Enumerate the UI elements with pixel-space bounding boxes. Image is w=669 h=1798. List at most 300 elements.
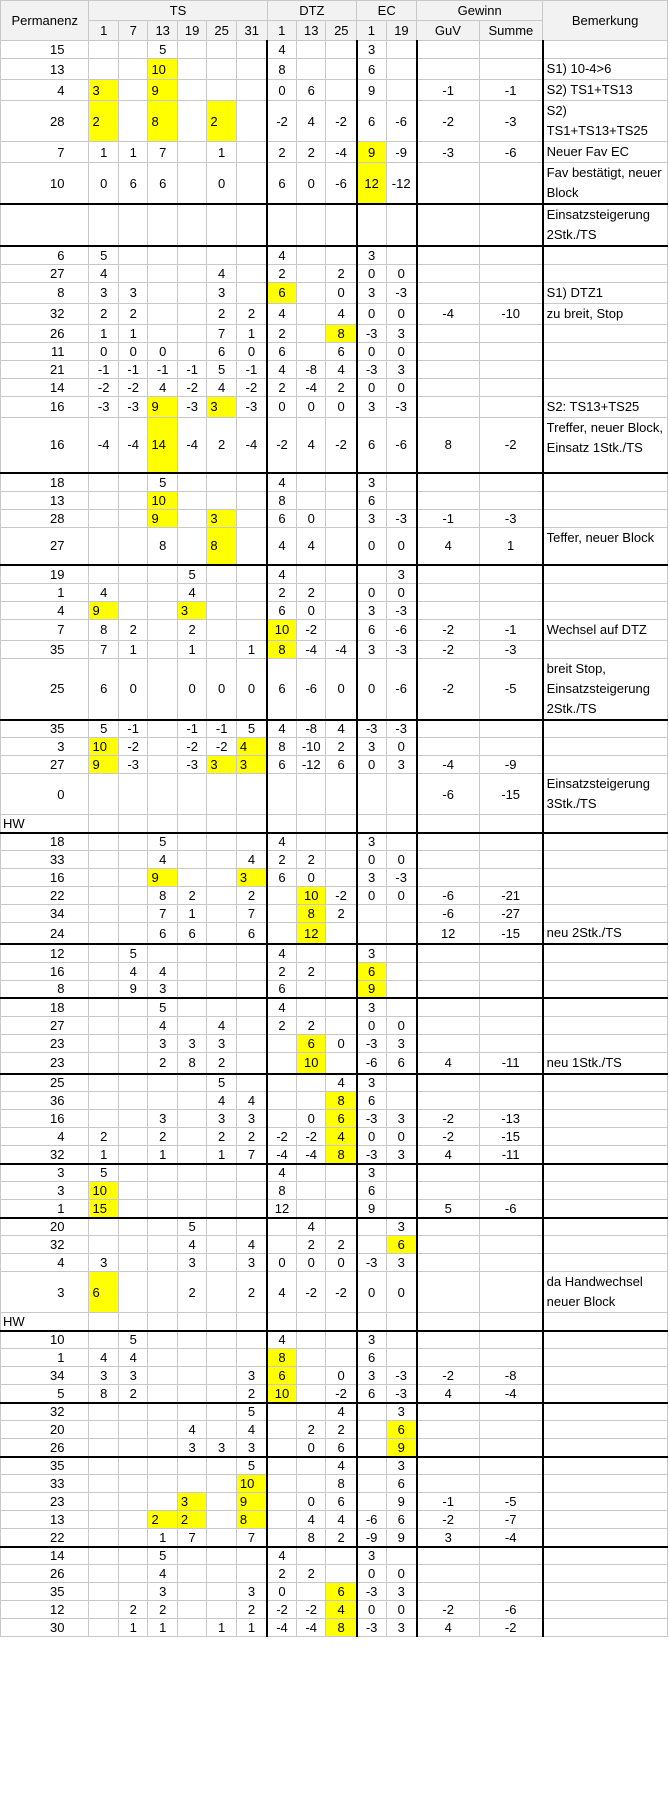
- permanenz-cell: 3: [1, 1164, 89, 1182]
- table-row: [1, 1511, 668, 1529]
- ts-cell: [207, 905, 236, 923]
- ec-cell: [357, 774, 386, 815]
- ec-cell: 3: [386, 1146, 417, 1164]
- ts-cell: [148, 565, 177, 583]
- ts-cell: 3: [207, 282, 236, 303]
- permanenz-cell: 16: [1, 417, 89, 473]
- ts-cell: [118, 1200, 147, 1218]
- ts-cell: [148, 1367, 177, 1385]
- table-row: [1, 204, 668, 246]
- ts-cell: [89, 41, 118, 59]
- dtz-cell: [326, 204, 357, 246]
- dtz-cell: [326, 998, 357, 1016]
- ts-cell: 4: [236, 1092, 267, 1110]
- ts-cell: 10: [89, 1182, 118, 1200]
- guv-cell: -2: [417, 619, 479, 640]
- ts-cell: [148, 1092, 177, 1110]
- permanenz-cell: 19: [1, 565, 89, 583]
- ts-cell: 4: [177, 583, 206, 601]
- dtz-cell: [297, 59, 326, 80]
- bemerkung-cell: [543, 1583, 668, 1601]
- dtz-cell: [297, 944, 326, 962]
- dtz-cell: 8: [326, 1475, 357, 1493]
- guv-cell: 5: [417, 1200, 479, 1218]
- permanenz-cell: 27: [1, 264, 89, 282]
- summe-cell: -11: [479, 1052, 543, 1074]
- permanenz-cell: 3: [1, 1272, 89, 1313]
- ts-cell: 15: [89, 1200, 118, 1218]
- ts-cell: [207, 1565, 236, 1583]
- summe-cell: -1: [479, 619, 543, 640]
- ec-cell: [386, 833, 417, 851]
- ts-cell: [207, 565, 236, 583]
- ts-cell: 4: [177, 1236, 206, 1254]
- ts-cell: 10: [148, 491, 177, 509]
- ts-cell: [89, 1565, 118, 1583]
- ts-cell: 4: [236, 1421, 267, 1439]
- ec-cell: 12: [357, 163, 386, 205]
- dtz-cell: 10: [297, 887, 326, 905]
- table-body: [1, 41, 668, 1637]
- table-row: [1, 142, 668, 163]
- ec-cell: 9: [357, 80, 386, 101]
- header-gewinn: Gewinn: [417, 1, 543, 21]
- ts-cell: -2: [177, 378, 206, 396]
- dtz-cell: 2: [326, 378, 357, 396]
- dtz-cell: [267, 1236, 296, 1254]
- ts-cell: [89, 1236, 118, 1254]
- ts-cell: [118, 1511, 147, 1529]
- ts-cell: [89, 1619, 118, 1637]
- table-row: [1, 163, 668, 205]
- ec-cell: 6: [357, 619, 386, 640]
- dtz-cell: 8: [267, 1349, 296, 1367]
- dtz-cell: [297, 41, 326, 59]
- permanenz-cell: 4: [1, 1128, 89, 1146]
- dtz-cell: 6: [297, 1034, 326, 1052]
- ec-cell: 6: [357, 1349, 386, 1367]
- ts-cell: 4: [148, 378, 177, 396]
- ts-cell: [207, 980, 236, 998]
- ts-cell: [118, 1421, 147, 1439]
- ec-cell: 3: [386, 1403, 417, 1421]
- header-dtz-col: 1: [267, 21, 296, 41]
- ts-cell: -1: [177, 360, 206, 378]
- ec-cell: 0: [386, 1565, 417, 1583]
- ts-cell: [89, 869, 118, 887]
- summe-cell: -13: [479, 1110, 543, 1128]
- dtz-cell: 8: [326, 1619, 357, 1637]
- dtz-cell: [297, 1313, 326, 1331]
- ec-cell: 0: [386, 1128, 417, 1146]
- dtz-cell: [326, 565, 357, 583]
- table-row: [1, 396, 668, 417]
- dtz-cell: [267, 1034, 296, 1052]
- dtz-cell: 4: [267, 1547, 296, 1565]
- ts-cell: [118, 601, 147, 619]
- dtz-cell: -8: [297, 720, 326, 738]
- guv-cell: [417, 282, 479, 303]
- ts-cell: 5: [118, 944, 147, 962]
- summe-cell: -3: [479, 509, 543, 527]
- permanenz-cell: 32: [1, 1146, 89, 1164]
- ts-cell: [177, 473, 206, 491]
- bemerkung-cell: [543, 1074, 668, 1092]
- ts-cell: [236, 1218, 267, 1236]
- ec-cell: 0: [357, 1272, 386, 1313]
- dtz-cell: 8: [267, 640, 296, 658]
- ts-cell: [236, 815, 267, 833]
- ts-cell: 6: [89, 1272, 118, 1313]
- ts-cell: [207, 1236, 236, 1254]
- ts-cell: [118, 565, 147, 583]
- dtz-cell: 8: [326, 324, 357, 342]
- dtz-cell: 2: [326, 264, 357, 282]
- summe-cell: [479, 1034, 543, 1052]
- ts-cell: [177, 869, 206, 887]
- dtz-cell: 4: [267, 720, 296, 738]
- dtz-cell: 4: [267, 303, 296, 324]
- bemerkung-cell: S1) DTZ1: [543, 282, 668, 303]
- dtz-cell: [267, 774, 296, 815]
- ts-cell: [177, 163, 206, 205]
- bemerkung-cell: [543, 1146, 668, 1164]
- ts-cell: [207, 1547, 236, 1565]
- ec-cell: [357, 1236, 386, 1254]
- table-row: [1, 1565, 668, 1583]
- table-row: [1, 851, 668, 869]
- dtz-cell: [297, 998, 326, 1016]
- ts-cell: [207, 80, 236, 101]
- dtz-cell: [297, 1403, 326, 1421]
- ec-cell: [357, 204, 386, 246]
- ec-cell: 3: [357, 1074, 386, 1092]
- guv-cell: -2: [417, 1128, 479, 1146]
- ts-cell: [118, 1583, 147, 1601]
- guv-cell: [417, 1349, 479, 1367]
- table-row: [1, 1457, 668, 1475]
- ts-cell: [207, 1331, 236, 1349]
- ec-cell: [386, 980, 417, 998]
- permanenz-cell: 23: [1, 1034, 89, 1052]
- ts-cell: [236, 1034, 267, 1052]
- ts-cell: -3: [177, 396, 206, 417]
- bemerkung-cell: [543, 1110, 668, 1128]
- bemerkung-cell: [543, 1164, 668, 1182]
- ec-cell: -3: [357, 324, 386, 342]
- guv-cell: [417, 851, 479, 869]
- ec-cell: [357, 815, 386, 833]
- ts-cell: [177, 1182, 206, 1200]
- bemerkung-cell: da Handwechsel neuer Block: [543, 1272, 668, 1313]
- dtz-cell: [326, 1331, 357, 1349]
- table-row: [1, 1034, 668, 1052]
- dtz-cell: -2: [297, 1128, 326, 1146]
- ts-cell: 1: [236, 1619, 267, 1637]
- dtz-cell: [297, 1583, 326, 1601]
- dtz-cell: [297, 1385, 326, 1403]
- ts-cell: [177, 80, 206, 101]
- dtz-cell: 2: [267, 264, 296, 282]
- dtz-cell: 8: [297, 905, 326, 923]
- table-row: [1, 980, 668, 998]
- ts-cell: 2: [207, 1128, 236, 1146]
- ts-cell: 4: [118, 1349, 147, 1367]
- ts-cell: 2: [148, 1601, 177, 1619]
- table-row: [1, 601, 668, 619]
- ec-cell: [386, 491, 417, 509]
- ts-cell: [207, 1367, 236, 1385]
- ts-cell: [89, 944, 118, 962]
- ts-cell: 4: [236, 851, 267, 869]
- summe-cell: [479, 1254, 543, 1272]
- ts-cell: [177, 303, 206, 324]
- permanenz-cell: 27: [1, 1016, 89, 1034]
- ts-cell: [148, 1164, 177, 1182]
- table-row: [1, 640, 668, 658]
- ts-cell: [118, 101, 147, 142]
- table-row-hw: [1, 1313, 668, 1331]
- permanenz-cell: 1: [1, 1200, 89, 1218]
- ec-cell: 0: [386, 527, 417, 565]
- dtz-cell: 0: [326, 1034, 357, 1052]
- dtz-cell: 8: [267, 59, 296, 80]
- header-ec-col: 1: [357, 21, 386, 41]
- ec-cell: -6: [386, 619, 417, 640]
- ts-cell: [118, 1146, 147, 1164]
- guv-cell: [417, 59, 479, 80]
- ts-cell: [118, 1547, 147, 1565]
- summe-cell: 1: [479, 527, 543, 565]
- ts-cell: 4: [148, 1016, 177, 1034]
- bemerkung-cell: Neuer Fav EC: [543, 142, 668, 163]
- summe-cell: [479, 1403, 543, 1421]
- table-row: [1, 944, 668, 962]
- ts-cell: [236, 246, 267, 264]
- ts-cell: 6: [148, 163, 177, 205]
- ts-cell: 4: [89, 264, 118, 282]
- ec-cell: [386, 1200, 417, 1218]
- ec-cell: 0: [386, 264, 417, 282]
- ts-cell: 5: [207, 360, 236, 378]
- ts-cell: [207, 851, 236, 869]
- ts-cell: [148, 1439, 177, 1457]
- summe-cell: [479, 1331, 543, 1349]
- dtz-cell: [326, 619, 357, 640]
- ts-cell: 5: [207, 1074, 236, 1092]
- dtz-cell: [326, 815, 357, 833]
- dtz-cell: 4: [267, 473, 296, 491]
- dtz-cell: [267, 1439, 296, 1457]
- ec-cell: 3: [386, 565, 417, 583]
- ts-cell: 2: [177, 619, 206, 640]
- summe-cell: -15: [479, 1128, 543, 1146]
- ec-cell: 0: [386, 1016, 417, 1034]
- ts-cell: [89, 509, 118, 527]
- ts-cell: [148, 1385, 177, 1403]
- table-row: [1, 1218, 668, 1236]
- ts-cell: 5: [148, 1547, 177, 1565]
- ec-cell: 3: [386, 324, 417, 342]
- ts-cell: 10: [89, 738, 118, 756]
- ts-cell: [177, 1475, 206, 1493]
- ts-cell: 2: [89, 1128, 118, 1146]
- summe-cell: -3: [479, 101, 543, 142]
- dtz-cell: 2: [267, 583, 296, 601]
- ts-cell: [207, 1529, 236, 1547]
- dtz-cell: [297, 282, 326, 303]
- dtz-cell: 2: [326, 1529, 357, 1547]
- summe-cell: [479, 1313, 543, 1331]
- summe-cell: -6: [479, 1200, 543, 1218]
- ts-cell: [118, 833, 147, 851]
- dtz-cell: -2: [297, 619, 326, 640]
- bemerkung-cell: [543, 1493, 668, 1511]
- ts-cell: 2: [207, 1052, 236, 1074]
- ts-cell: 3: [236, 756, 267, 774]
- table-row: [1, 905, 668, 923]
- dtz-cell: 4: [267, 833, 296, 851]
- guv-cell: [417, 246, 479, 264]
- permanenz-cell: 16: [1, 1110, 89, 1128]
- permanenz-cell: 22: [1, 887, 89, 905]
- bemerkung-cell: [543, 905, 668, 923]
- ec-cell: [386, 1182, 417, 1200]
- summe-cell: [479, 1164, 543, 1182]
- guv-cell: [417, 980, 479, 998]
- ts-cell: 5: [89, 246, 118, 264]
- ts-cell: 3: [236, 1367, 267, 1385]
- dtz-cell: 2: [297, 1016, 326, 1034]
- permanenz-cell: 8: [1, 282, 89, 303]
- summe-cell: -3: [479, 640, 543, 658]
- ts-cell: [148, 204, 177, 246]
- summe-cell: [479, 1016, 543, 1034]
- ts-cell: 1: [118, 324, 147, 342]
- ts-cell: [148, 1254, 177, 1272]
- bemerkung-cell: [543, 1254, 668, 1272]
- table-row: [1, 1092, 668, 1110]
- guv-cell: [417, 360, 479, 378]
- table-row: [1, 1475, 668, 1493]
- ts-cell: [177, 851, 206, 869]
- summe-cell: [479, 1547, 543, 1565]
- summe-cell: [479, 342, 543, 360]
- dtz-cell: [297, 1092, 326, 1110]
- summe-cell: [479, 1218, 543, 1236]
- ec-cell: 6: [357, 59, 386, 80]
- ts-cell: [207, 1511, 236, 1529]
- ts-cell: [207, 1218, 236, 1236]
- ec-cell: 0: [386, 1601, 417, 1619]
- dtz-cell: 4: [297, 1511, 326, 1529]
- permanenz-cell: 20: [1, 1421, 89, 1439]
- ts-cell: 8: [236, 1511, 267, 1529]
- table-row: [1, 1331, 668, 1349]
- permanenz-cell: 26: [1, 324, 89, 342]
- dtz-cell: 6: [326, 342, 357, 360]
- ec-cell: -3: [386, 1385, 417, 1403]
- ts-cell: [148, 324, 177, 342]
- ec-cell: -6: [357, 1052, 386, 1074]
- permanenz-cell: 16: [1, 396, 89, 417]
- dtz-cell: -4: [267, 1146, 296, 1164]
- ts-cell: [118, 1182, 147, 1200]
- header-ts-col: 19: [177, 21, 206, 41]
- guv-cell: -1: [417, 509, 479, 527]
- permanenz-cell: 14: [1, 378, 89, 396]
- permanenz-cell: 32: [1, 1403, 89, 1421]
- dtz-cell: [267, 1092, 296, 1110]
- ts-cell: 4: [207, 1016, 236, 1034]
- summe-cell: [479, 1565, 543, 1583]
- ts-cell: [89, 815, 118, 833]
- ts-cell: [89, 1074, 118, 1092]
- ec-cell: 0: [357, 1016, 386, 1034]
- header-ec-col: 19: [386, 21, 417, 41]
- guv-cell: -2: [417, 658, 479, 720]
- dtz-cell: 4: [267, 1331, 296, 1349]
- ec-cell: 6: [386, 1236, 417, 1254]
- ts-cell: [177, 527, 206, 565]
- ts-cell: [89, 980, 118, 998]
- table-row: [1, 527, 668, 565]
- dtz-cell: 8: [267, 1182, 296, 1200]
- ts-cell: [118, 41, 147, 59]
- dtz-cell: 2: [326, 1236, 357, 1254]
- dtz-cell: 4: [297, 101, 326, 142]
- guv-cell: [417, 1182, 479, 1200]
- dtz-cell: 2: [267, 1565, 296, 1583]
- ts-cell: 2: [236, 1601, 267, 1619]
- bemerkung-cell: breit Stop, Einsatzsteigerung 2Stk./TS: [543, 658, 668, 720]
- ts-cell: [118, 80, 147, 101]
- summe-cell: -8: [479, 1367, 543, 1385]
- guv-cell: [417, 204, 479, 246]
- ec-cell: [386, 1349, 417, 1367]
- ts-cell: [207, 59, 236, 80]
- ec-cell: -3: [357, 1034, 386, 1052]
- ts-cell: 14: [148, 417, 177, 473]
- summe-cell: [479, 738, 543, 756]
- ec-cell: 3: [386, 1457, 417, 1475]
- permanenz-cell: [1, 204, 89, 246]
- ec-cell: 0: [386, 887, 417, 905]
- summe-cell: [479, 1182, 543, 1200]
- ts-cell: [89, 905, 118, 923]
- bemerkung-cell: [543, 1236, 668, 1254]
- table-row: [1, 1403, 668, 1421]
- ts-cell: [89, 923, 118, 945]
- bemerkung-cell: [543, 1403, 668, 1421]
- ec-cell: -3: [386, 869, 417, 887]
- ts-cell: [118, 246, 147, 264]
- summe-cell: -7: [479, 1511, 543, 1529]
- ts-cell: [148, 1218, 177, 1236]
- ts-cell: 2: [207, 303, 236, 324]
- dtz-cell: 0: [297, 163, 326, 205]
- ts-cell: [118, 1052, 147, 1074]
- ts-cell: [177, 509, 206, 527]
- guv-cell: 3: [417, 1529, 479, 1547]
- permanenz-cell: 22: [1, 1529, 89, 1547]
- dtz-cell: [326, 1313, 357, 1331]
- ec-cell: [357, 923, 386, 945]
- table-row: [1, 59, 668, 80]
- bemerkung-cell: [543, 378, 668, 396]
- ts-cell: [118, 815, 147, 833]
- header-dtz-col: 13: [297, 21, 326, 41]
